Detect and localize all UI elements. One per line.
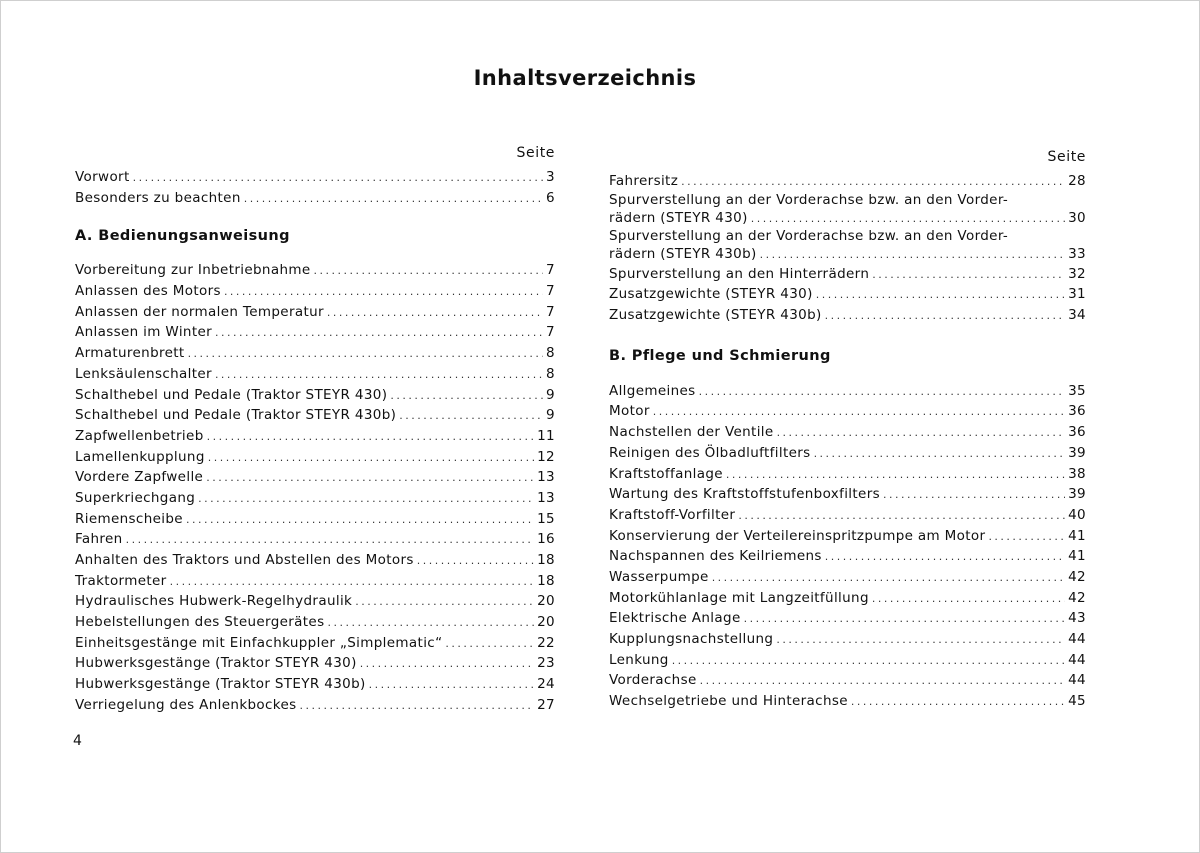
toc-entry-title-line1: Spurverstellung an der Vorderachse bzw. an den Vorder- xyxy=(609,227,1009,244)
toc-entry-multiline xyxy=(609,228,1086,264)
toc-entry-page: 20 xyxy=(537,614,555,631)
toc-entry xyxy=(609,546,1086,567)
toc-entry xyxy=(75,405,555,426)
toc-entry xyxy=(75,550,555,571)
toc-entry-title: Fahrersitz xyxy=(609,173,679,189)
toc-entry xyxy=(75,364,555,385)
toc-entry xyxy=(75,529,555,550)
toc-leader-dots xyxy=(738,506,1065,527)
toc-entry-title: Schalthebel und Pedale (Traktor STEYR 430b) xyxy=(75,407,397,424)
toc-entry-title: Anlassen der normalen Temperatur xyxy=(75,303,324,320)
toc-entry-page: 15 xyxy=(537,510,555,527)
toc-right-top-list xyxy=(609,171,1086,192)
toc-leader-dots xyxy=(672,651,1065,672)
toc-entry-title: Wartung des Kraftstoffstufenboxfilters xyxy=(609,486,880,503)
toc-entry-page: 24 xyxy=(537,676,555,693)
toc-entry xyxy=(609,484,1086,505)
toc-entry-title: Besonders zu beachten xyxy=(75,189,241,206)
toc-entry-title: Hubwerksgestänge (Traktor STEYR 430b) xyxy=(75,676,366,693)
toc-entry xyxy=(75,385,555,406)
toc-leader-dots xyxy=(777,423,1066,444)
toc-entry-page: 8 xyxy=(546,345,555,362)
toc-entry-page: 40 xyxy=(1068,506,1086,523)
toc-entry-title: Vordere Zapfwelle xyxy=(75,469,204,486)
toc-leader-dots xyxy=(314,261,544,282)
toc-entry-page: 3 xyxy=(546,169,555,185)
toc-entry-title: Nachspannen des Keilriemens xyxy=(609,548,822,565)
toc-entry-page: 18 xyxy=(537,572,555,589)
toc-entry-page: 13 xyxy=(537,489,555,506)
toc-leader-dots xyxy=(215,365,543,386)
toc-entry xyxy=(75,509,555,530)
toc-right-multiline-list xyxy=(609,192,1086,264)
toc-entry xyxy=(609,567,1086,588)
toc-entry-title: Hubwerksgestänge (Traktor STEYR 430) xyxy=(75,655,357,672)
toc-entry xyxy=(75,281,555,302)
toc-entry xyxy=(75,571,555,592)
toc-entry-page: 44 xyxy=(1068,651,1086,668)
toc-entry-page: 41 xyxy=(1068,527,1086,544)
toc-entry xyxy=(609,505,1086,526)
toc-right-column xyxy=(609,147,1086,712)
toc-entry xyxy=(75,167,555,188)
toc-entry-page: 32 xyxy=(1068,265,1086,282)
toc-entry-title: Elektrische Anlage xyxy=(609,610,741,627)
toc-leader-dots xyxy=(814,444,1066,465)
seite-label-left: Seite xyxy=(516,145,555,161)
toc-leader-dots xyxy=(776,630,1065,651)
toc-leader-dots xyxy=(126,530,535,551)
toc-entry-page: 36 xyxy=(1068,403,1086,420)
toc-leader-dots xyxy=(327,303,543,324)
toc-entry-page: 39 xyxy=(1068,486,1086,503)
toc-entry-page: 11 xyxy=(537,427,555,444)
toc-entry-title: Schalthebel und Pedale (Traktor STEYR 430) xyxy=(75,386,388,403)
toc-entry xyxy=(609,284,1086,305)
toc-entry-title: Motorkühlanlage mit Langzeitfüllung xyxy=(609,589,869,606)
toc-entry xyxy=(609,608,1086,629)
toc-entry xyxy=(75,591,555,612)
toc-leader-dots xyxy=(681,172,1065,193)
toc-leader-dots xyxy=(208,448,534,469)
toc-entry-title: Lenksäulenschalter xyxy=(75,365,212,382)
toc-entry-page: 33 xyxy=(1068,245,1086,262)
toc-entry xyxy=(609,171,1086,192)
toc-right-bottom-list xyxy=(609,264,1086,326)
toc-entry-page: 23 xyxy=(537,655,555,672)
toc-intro-list xyxy=(75,167,555,208)
toc-entry-page: 13 xyxy=(537,469,555,486)
toc-entry-page: 12 xyxy=(537,448,555,465)
toc-leader-dots xyxy=(390,386,543,407)
toc-leader-dots xyxy=(206,468,534,489)
toc-entry xyxy=(75,322,555,343)
toc-entry-title: Kraftstoff-Vorfilter xyxy=(609,506,736,523)
toc-entry-page: 7 xyxy=(546,324,555,341)
toc-entry-title: Zusatzgewichte (STEYR 430b) xyxy=(609,307,822,324)
toc-leader-dots xyxy=(760,245,1065,264)
toc-entry-title: Anhalten des Traktors und Abstellen des Motors xyxy=(75,552,414,568)
toc-entry xyxy=(609,381,1086,402)
toc-entry-page: 6 xyxy=(546,189,555,206)
toc-leader-dots xyxy=(825,306,1066,327)
toc-leader-dots xyxy=(712,568,1065,589)
toc-entry-page: 34 xyxy=(1068,307,1086,324)
toc-leader-dots xyxy=(700,671,1065,692)
toc-entry-page: 42 xyxy=(1068,589,1086,606)
toc-entry xyxy=(609,464,1086,485)
toc-entry-multiline xyxy=(609,192,1086,228)
toc-entry-page: 28 xyxy=(1068,173,1086,189)
toc-entry-page: 42 xyxy=(1068,568,1086,585)
toc-leader-dots xyxy=(872,265,1065,286)
toc-leader-dots xyxy=(369,675,535,696)
toc-entry xyxy=(609,670,1086,691)
toc-entry-title: Traktormeter xyxy=(75,572,167,589)
toc-entry xyxy=(75,260,555,281)
toc-entry xyxy=(75,426,555,447)
toc-entry-page: 7 xyxy=(546,262,555,279)
toc-leader-dots xyxy=(417,551,534,572)
toc-entry-title: Reinigen des Ölbadluftfilters xyxy=(609,444,811,461)
toc-entry-page: 44 xyxy=(1068,672,1086,689)
toc-entry-title-line2: rädern (STEYR 430b) xyxy=(609,245,757,262)
toc-entry-title-line1: Spurverstellung an der Vorderachse bzw. an den Vorder- xyxy=(609,191,1009,208)
toc-entry-page: 9 xyxy=(546,386,555,403)
toc-entry xyxy=(609,526,1086,547)
toc-leader-dots xyxy=(726,465,1065,486)
toc-leader-dots xyxy=(188,344,543,365)
toc-leader-dots xyxy=(653,402,1065,423)
toc-entry-title: Riemenscheibe xyxy=(75,510,183,527)
page-number: 4 xyxy=(73,733,82,749)
toc-entry xyxy=(75,188,555,209)
toc-entry xyxy=(609,629,1086,650)
toc-entry xyxy=(75,488,555,509)
toc-leader-dots xyxy=(360,654,534,675)
page-title: Inhaltsverzeichnis xyxy=(473,66,697,90)
toc-leader-dots xyxy=(751,209,1065,228)
toc-entry-page: 9 xyxy=(546,407,555,424)
toc-leader-dots xyxy=(244,189,543,210)
toc-entry-page: 31 xyxy=(1068,286,1086,303)
toc-section-a-list xyxy=(75,260,555,715)
toc-entry-title: Vorderachse xyxy=(609,672,697,689)
toc-entry-line2-row xyxy=(609,209,1086,228)
toc-leader-dots xyxy=(133,168,543,189)
toc-entry xyxy=(75,674,555,695)
toc-entry-page: 39 xyxy=(1068,444,1086,461)
section-b-heading: B. Pflege und Schmierung xyxy=(609,347,831,364)
toc-leader-dots xyxy=(170,572,535,593)
toc-leader-dots xyxy=(224,282,543,303)
toc-leader-dots xyxy=(825,547,1065,568)
toc-entry xyxy=(609,401,1086,422)
toc-entry-page: 45 xyxy=(1068,693,1086,710)
toc-leader-dots xyxy=(327,613,534,634)
toc-entry xyxy=(609,264,1086,285)
toc-entry xyxy=(75,653,555,674)
toc-entry-title: Kupplungsnachstellung xyxy=(609,631,774,647)
toc-entry xyxy=(75,343,555,364)
toc-entry xyxy=(609,588,1086,609)
toc-entry xyxy=(75,612,555,633)
toc-entry-title: Vorwort xyxy=(75,169,130,185)
toc-entry-title: Vorbereitung zur Inbetriebnahme xyxy=(75,262,311,279)
toc-leader-dots xyxy=(207,427,534,448)
toc-leader-dots xyxy=(300,696,535,717)
toc-entry-page: 7 xyxy=(546,283,555,300)
toc-entry-title: Verriegelung des Anlenkbockes xyxy=(75,696,297,713)
toc-entry-title: Kraftstoffanlage xyxy=(609,465,723,482)
toc-leader-dots xyxy=(355,592,534,613)
toc-entry xyxy=(609,305,1086,326)
toc-leader-dots xyxy=(699,382,1066,403)
toc-entry-title: Konservierung der Verteilereinspritzpumpe am Motor xyxy=(609,527,986,544)
toc-leader-dots xyxy=(883,485,1065,506)
toc-entry-title: Einheitsgestänge mit Einfachkuppler „Simplematic“ xyxy=(75,634,443,651)
toc-entry-title: Allgemeines xyxy=(609,382,696,399)
toc-entry-page: 44 xyxy=(1068,631,1086,647)
toc-entry-title: Hebelstellungen des Steuergerätes xyxy=(75,614,325,631)
toc-entry-line2-row xyxy=(609,245,1086,264)
toc-entry-page: 38 xyxy=(1068,465,1086,482)
toc-entry xyxy=(609,650,1086,671)
toc-entry xyxy=(75,447,555,468)
toc-entry-page: 41 xyxy=(1068,548,1086,565)
toc-entry-page: 36 xyxy=(1068,424,1086,441)
toc-leader-dots xyxy=(744,609,1066,630)
toc-leader-dots xyxy=(816,285,1065,306)
toc-entry-title: Wasserpumpe xyxy=(609,568,709,585)
toc-entry-title-line2: rädern (STEYR 430) xyxy=(609,209,748,226)
toc-leader-dots xyxy=(988,527,1065,548)
toc-leader-dots xyxy=(445,634,534,655)
toc-entry-title: Spurverstellung an den Hinterrädern xyxy=(609,265,870,282)
toc-entry xyxy=(75,467,555,488)
toc-entry-title: Lenkung xyxy=(609,651,669,668)
toc-entry-title: Lamellenkupplung xyxy=(75,448,205,465)
toc-entry-page: 35 xyxy=(1068,382,1086,399)
toc-entry-title: Zapfwellenbetrieb xyxy=(75,427,204,444)
toc-entry xyxy=(75,695,555,716)
toc-entry-page: 16 xyxy=(537,531,555,548)
toc-entry xyxy=(609,691,1086,712)
toc-entry xyxy=(609,422,1086,443)
toc-leader-dots xyxy=(399,406,543,427)
toc-entry-page: 7 xyxy=(546,303,555,320)
toc-entry-page: 18 xyxy=(537,552,555,568)
toc-leader-dots xyxy=(215,323,543,344)
section-a-heading: A. Bedienungsanweisung xyxy=(75,228,290,245)
toc-left-column xyxy=(75,143,555,716)
seite-label-right: Seite xyxy=(1047,149,1086,165)
toc-entry-title: Fahren xyxy=(75,531,123,548)
toc-leader-dots xyxy=(872,589,1065,610)
toc-entry-page: 43 xyxy=(1068,610,1086,627)
toc-entry-page: 22 xyxy=(537,634,555,651)
toc-entry-title: Superkriechgang xyxy=(75,489,196,506)
toc-entry-title: Hydraulisches Hubwerk-Regelhydraulik xyxy=(75,593,353,610)
toc-entry-title: Anlassen des Motors xyxy=(75,283,221,300)
toc-entry-page: 8 xyxy=(546,365,555,382)
toc-entry xyxy=(75,633,555,654)
toc-entry-title: Zusatzgewichte (STEYR 430) xyxy=(609,286,813,303)
toc-entry-page: 27 xyxy=(537,696,555,713)
toc-leader-dots xyxy=(198,489,534,510)
toc-entry xyxy=(75,302,555,323)
toc-entry-page: 20 xyxy=(537,593,555,610)
toc-entry-title: Motor xyxy=(609,403,650,420)
toc-section-b-list xyxy=(609,381,1086,712)
toc-entry-title: Anlassen im Winter xyxy=(75,324,213,341)
toc-entry-title: Nachstellen der Ventile xyxy=(609,424,774,441)
toc-leader-dots xyxy=(186,510,534,531)
toc-entry-page: 30 xyxy=(1068,209,1086,226)
toc-entry xyxy=(609,443,1086,464)
toc-leader-dots xyxy=(851,692,1065,713)
toc-entry-title: Armaturenbrett xyxy=(75,345,185,362)
toc-entry-title: Wechselgetriebe und Hinterachse xyxy=(609,693,848,710)
